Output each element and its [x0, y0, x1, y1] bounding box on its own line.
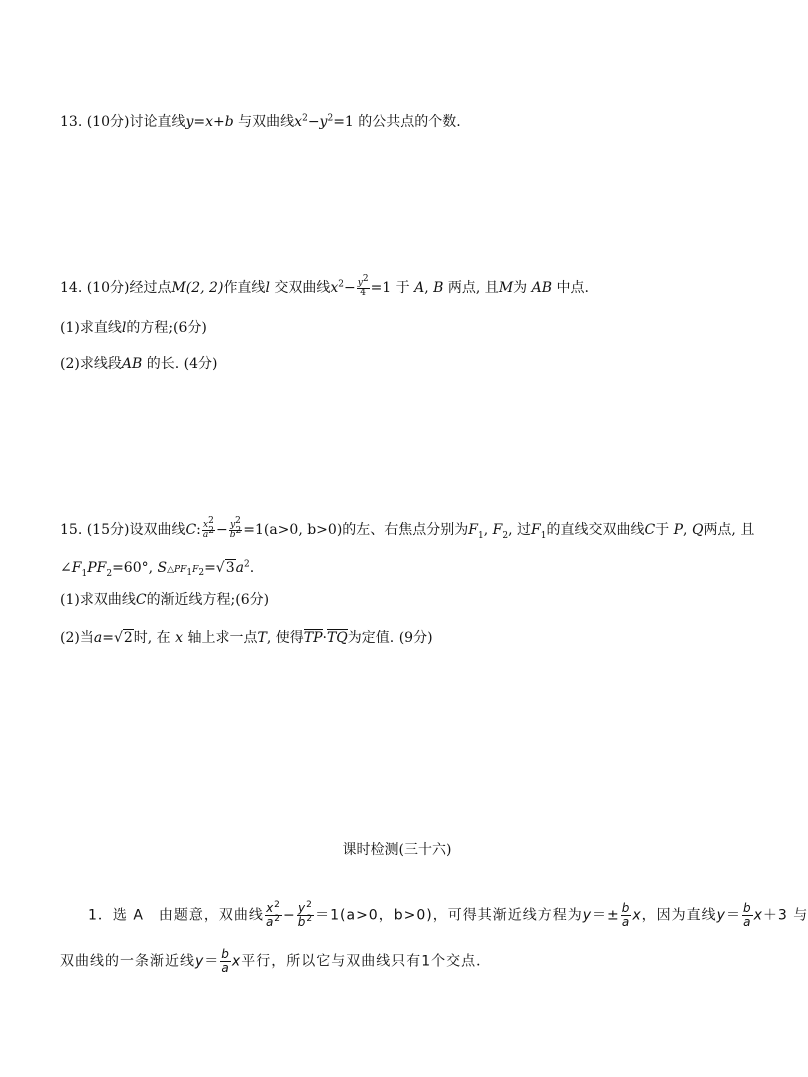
sqrt-2: √2 [113, 630, 133, 646]
question-13: 13. (10分)讨论直线y=x+b 与双曲线$x^2-y^2=1$ 的公共点的个数. [60, 113, 461, 130]
fraction-b-over-a: $\frac{b}{a}$ [621, 901, 631, 929]
fraction-y2-over-4: $\frac{y^2}{4}$ [357, 273, 369, 298]
solution-1: 1．选 A 由题意，双曲线 $\frac{x^2}{a^2}$ − $\frac{y^2}{b^2}$ ＝1(a>0，b>0)，可得其渐近线方程为y＝± $\frac{b}{a}$ x，因为直线y＝ $\frac{b}{a}$ x＋3 与 [88, 900, 808, 929]
vector-TP: TP [303, 630, 323, 646]
solution-1-continued: 双曲线的一条渐近线y＝ $\frac{b}{a}$ x平行，所以它与双曲线只有1个交点． [60, 947, 492, 975]
question-15-condition: $\angle F_1PF_2=60^\circ$, $S\triangle PF_1F_2=√3a^2$. [60, 559, 255, 579]
fraction-x2-over-a2: $\frac{x^2}{a^2}$ [265, 900, 282, 929]
fraction-x2-over-a2: $\frac{x^2}{a^2}$ [202, 515, 214, 540]
fraction-y2-over-b2: $\frac{y^2}{b^2}$ [297, 900, 314, 929]
vector-TQ: TQ [326, 630, 348, 646]
question-14-part-2: (2)求线段AB 的长. (4分) [60, 356, 218, 372]
fraction-b-over-a: $\frac{b}{a}$ [742, 901, 752, 929]
answer-section-title: 课时检测(三十六) [342, 842, 452, 858]
question-15-part-2: (2)当a=√2时, 在 x 轴上求一点T, 使得TP·TQ为定值. (9分) [60, 630, 433, 646]
question-14-part-1: (1)求直线l的方程;(6分) [60, 320, 207, 336]
fraction-b-over-a: $\frac{b}{a}$ [221, 947, 230, 975]
sqrt-3: √3 [215, 560, 235, 576]
fraction-y2-over-b2: $\frac{y^2}{b^2}$ [229, 515, 242, 540]
question-14: 14. (10分)经过点M(2, 2)作直线l 交双曲线$x^2-$ $\frac{y^2}{4}$ =1 于 A, B 两点, 且M为 AB 中点. [60, 273, 589, 298]
question-15-part-1: (1)求双曲线C的渐近线方程;(6分) [60, 592, 270, 608]
question-15: 15. (15分)设双曲线C: $\frac{x^2}{a^2}$ − $\frac{y^2}{b^2}$ =1(a>0, b>0)的左、右焦点分别为$F_1$, $F_2$, 过$F_1$的直线交双曲线C于 P, Q两点, 且 [60, 515, 755, 541]
